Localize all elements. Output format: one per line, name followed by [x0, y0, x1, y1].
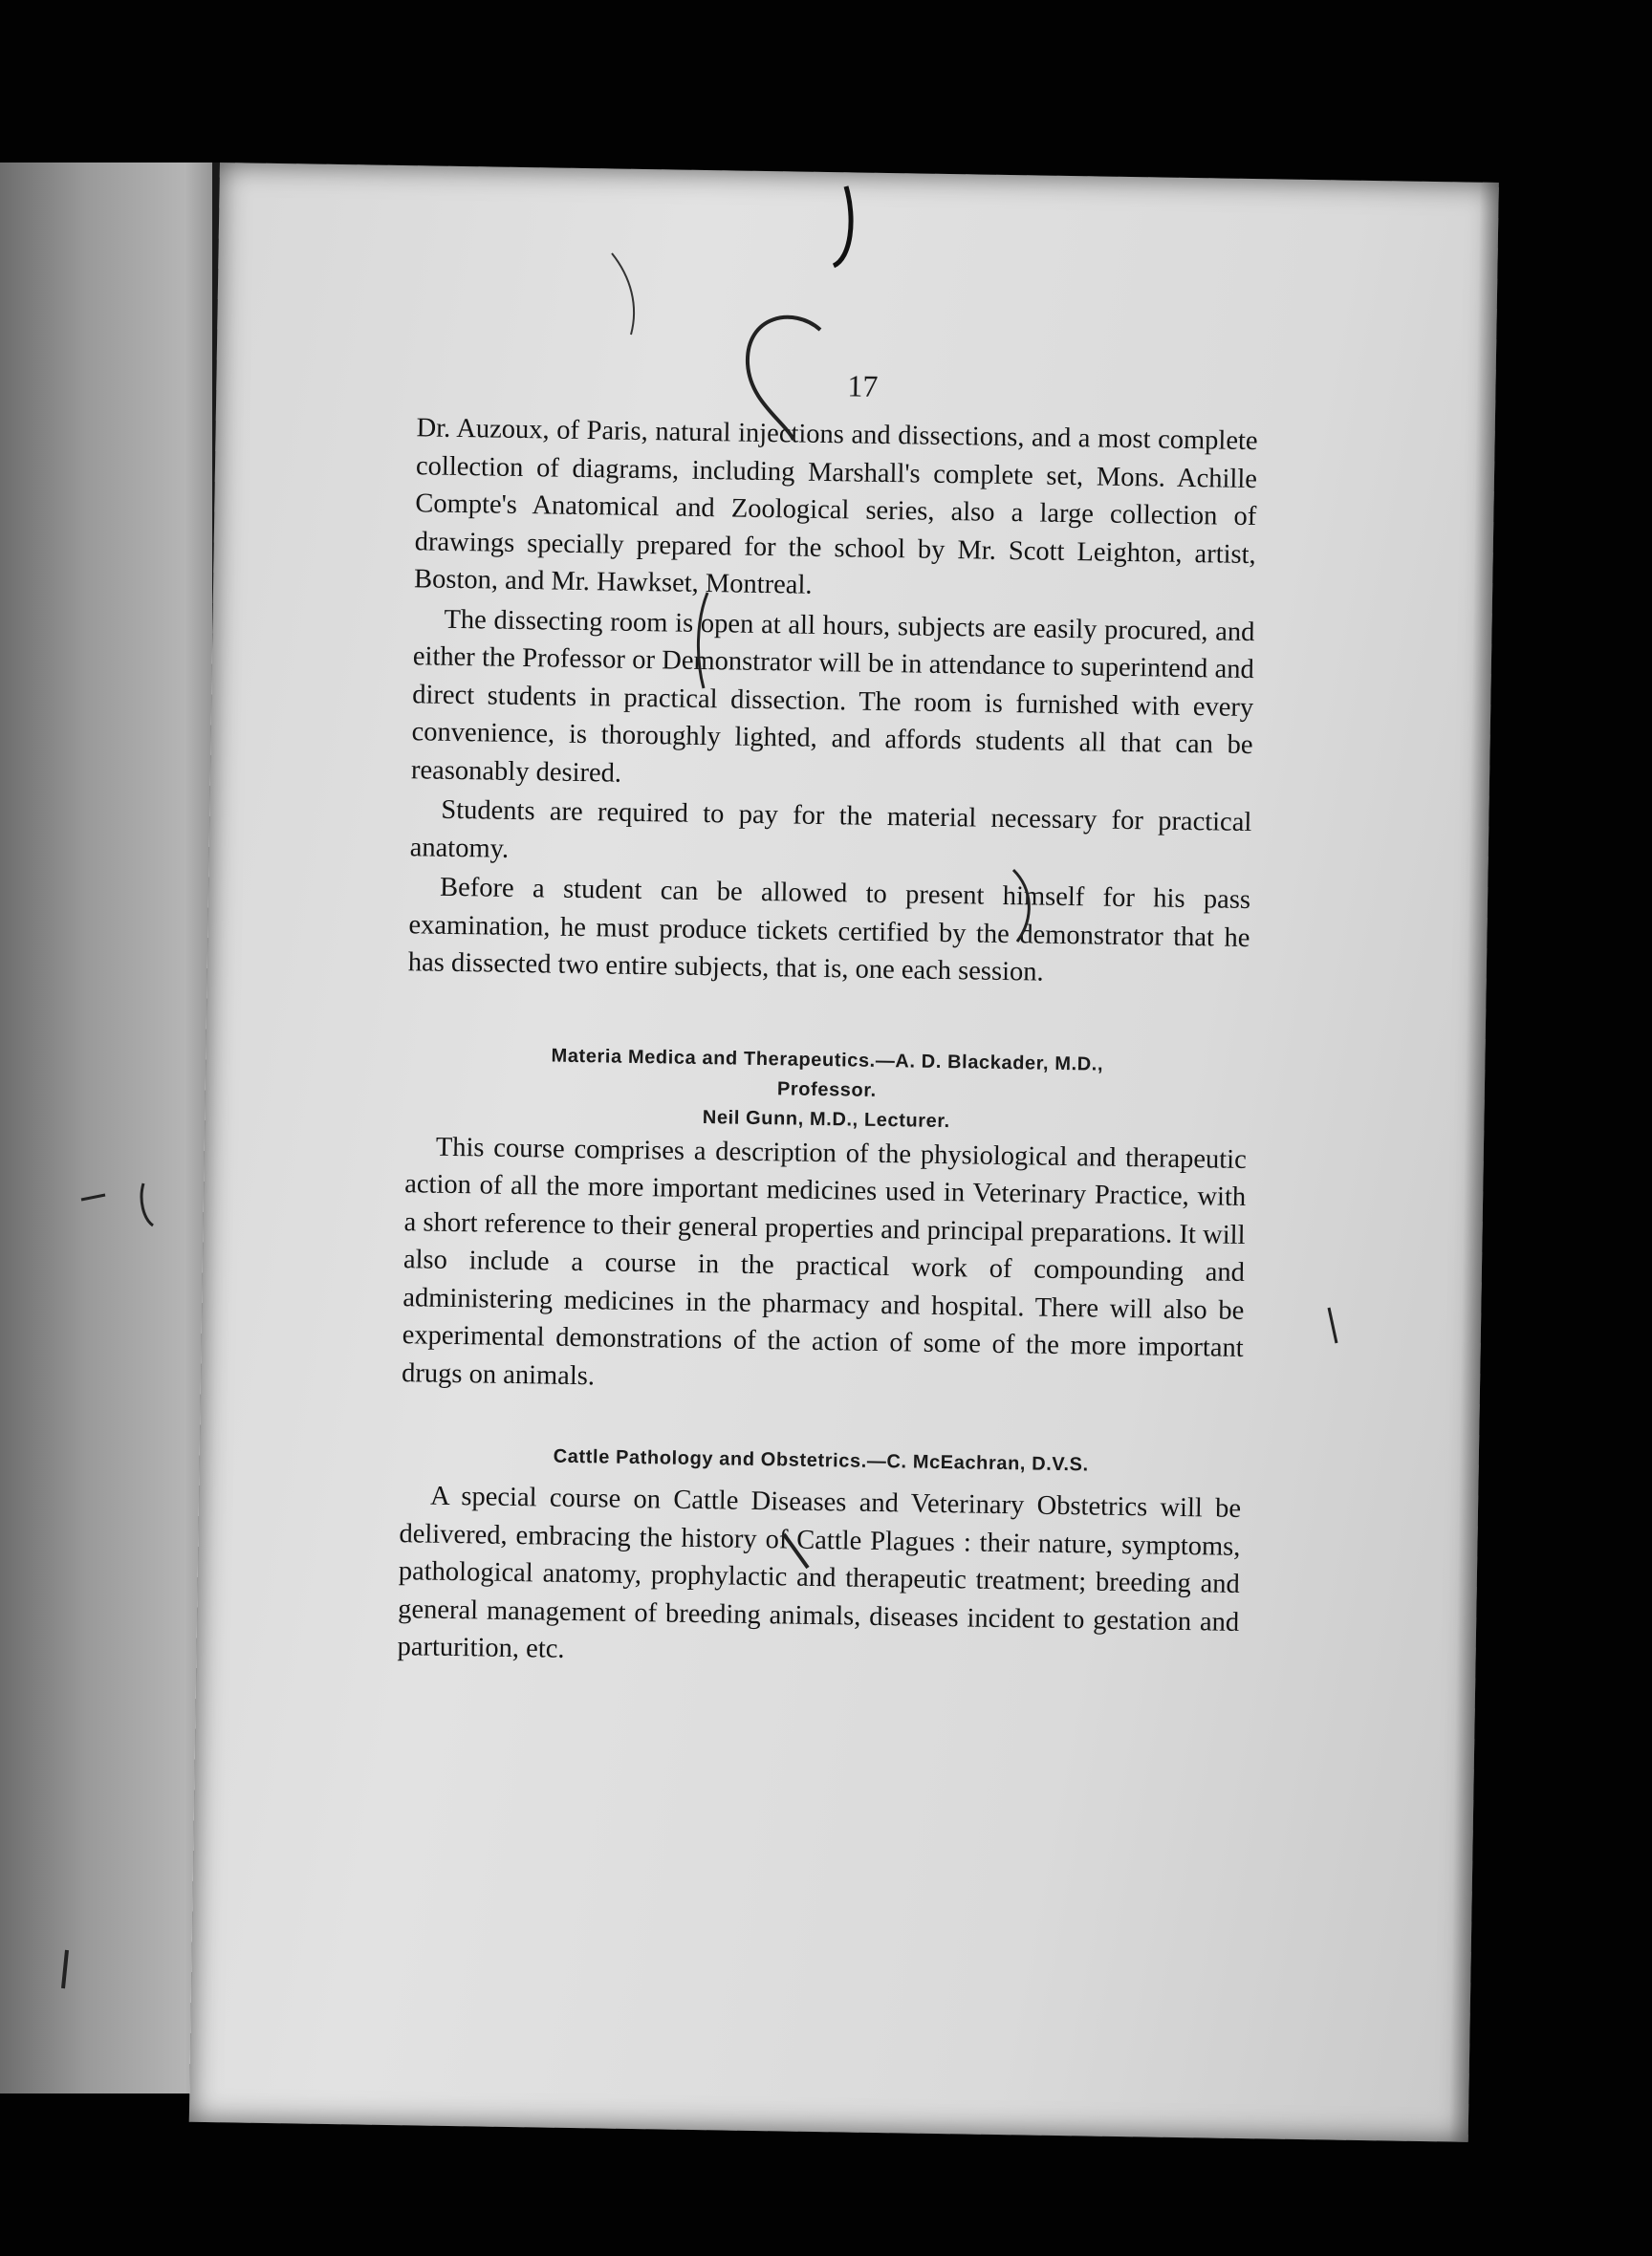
paragraph-material-fee: Students are required to pay for the material necessary for practical anatomy.: [409, 794, 1252, 864]
page-number: 17: [847, 368, 879, 403]
heading-line: Cattle Pathology and Obstetrics.—C. McEachran, D.V.S.: [553, 1445, 1089, 1476]
paragraph-materia-medica: This course comprises a description of the physiological and therapeutic action of all the more important medicines used in Veterinary Practice, with a short reference to their general properties and principal preparations. It will also include a course in the practical work of compounding and administering medicines in the pharmacy and hospital. There will also be experimental demonstrations of the action of some of the more important drugs on animals.: [401, 1132, 1247, 1391]
paragraph-collections: Dr. Auzoux, of Paris, natural injections and dissections, and a most complete collection of diagrams, including Marshall's complete set, Mons. Achille Compte's Anatomical and Zoological series, also a large collection of drawings specially prepared for the school by Mr. Scott Leighton, artist, Boston, and Mr. Hawkset, Montreal.: [413, 413, 1258, 600]
document-page: [189, 163, 1499, 2142]
heading-line: Neil Gunn, M.D., Lecturer.: [702, 1106, 951, 1132]
page-body: [397, 409, 1258, 1681]
section-heading-cattle-pathology: [401, 1440, 1242, 1483]
heading-line: Materia Medica and Therapeutics.—A. D. Blackader, M.D.,: [551, 1045, 1104, 1075]
heading-line: Professor.: [776, 1077, 877, 1101]
paragraph-examination: Before a student can be allowed to present himself for his pass examination, he must produce tickets certified by the demonstrator that he has dissected two entire subjects, that is, one each session.: [407, 872, 1251, 987]
paragraph-cattle-pathology: A special course on Cattle Diseases and Veterinary Obstetrics will be delivered, embracing the history of Cattle Plagues : their nature, symptoms, pathological anatomy, prophylactic and therapeutic treatment; breeding and general management of breeding animals, diseases incident to gestation and parturition, etc.: [397, 1481, 1242, 1664]
facing-page-edge: [0, 163, 218, 2093]
section-heading-materia-medica: [405, 1039, 1248, 1141]
paragraph-dissecting-room: The dissecting room is open at all hours, subjects are easily procured, and either the Professor or Demonstrator will be in attendance to superintend and direct students in practical dissection. The room is furnished with every convenience, is thoroughly lighted, and affords students all that can be reasonably desired.: [410, 604, 1255, 789]
